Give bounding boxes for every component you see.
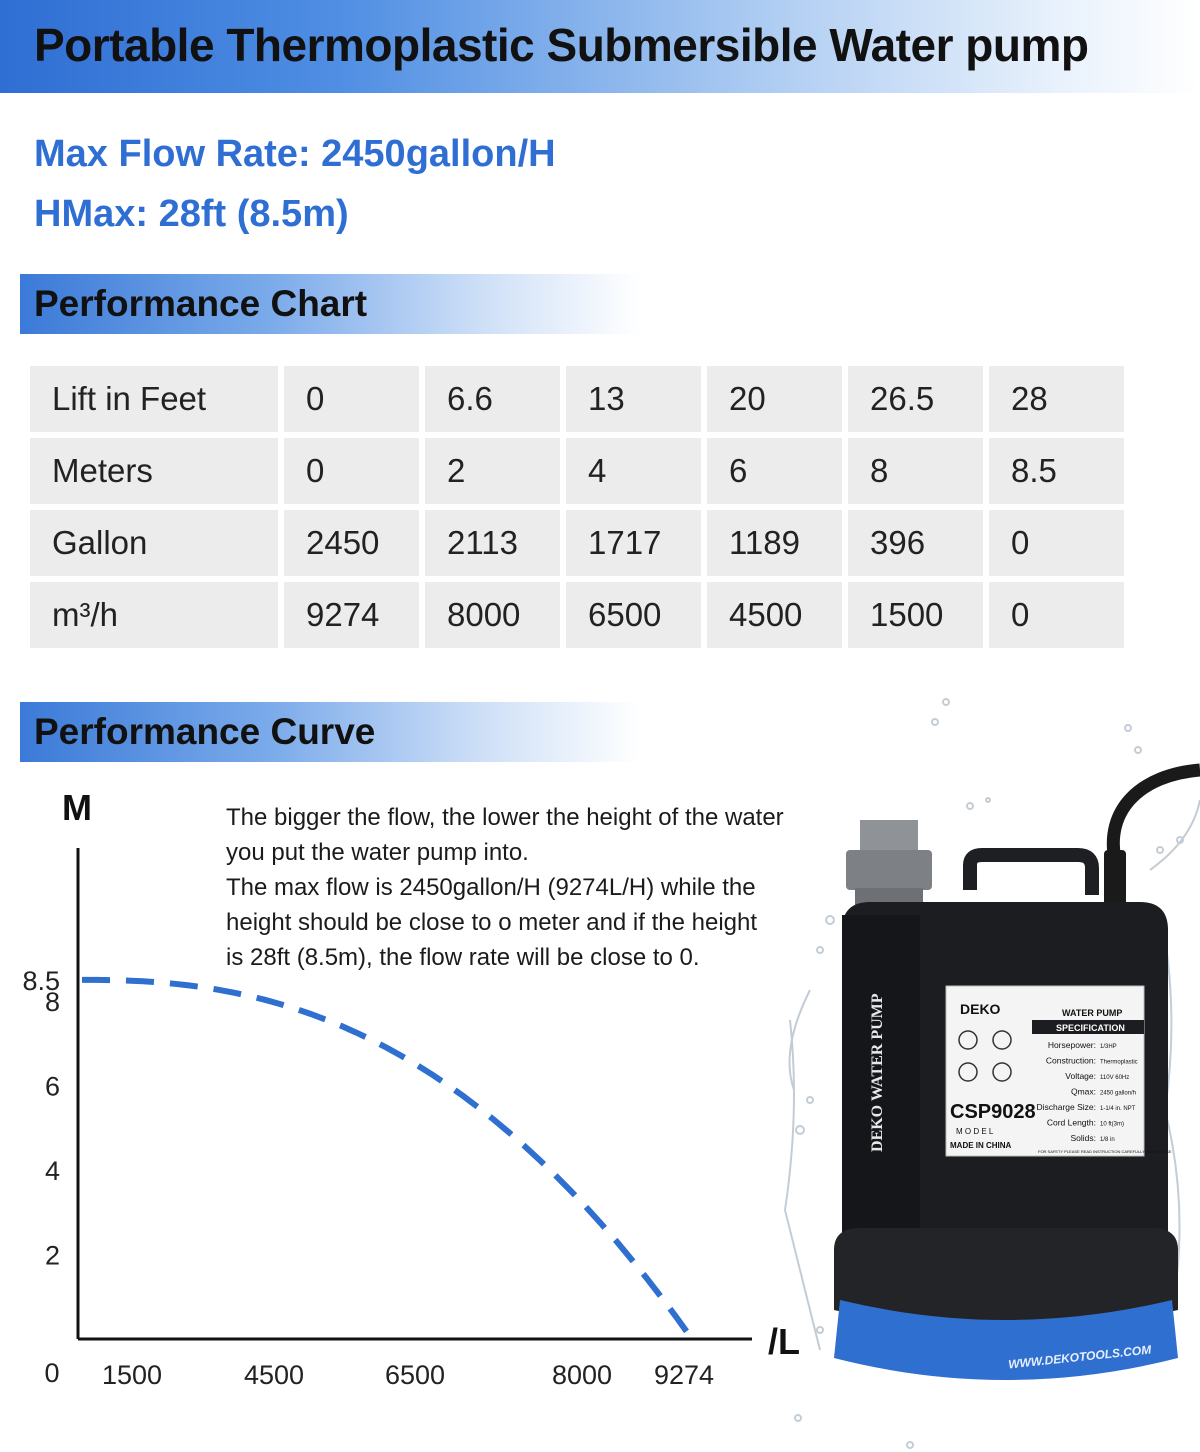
x-tick-label: 4500: [243, 1360, 305, 1390]
table-cell: 1500: [848, 582, 983, 648]
table-cell: Meters: [30, 438, 278, 504]
origin-label: MADE IN CHINA: [950, 1141, 1012, 1150]
performance-chart-heading-bar: [20, 274, 640, 334]
table-header-cell: 28: [989, 366, 1124, 432]
y-tick-label: 6: [44, 1071, 60, 1102]
table-cell: 1717: [566, 510, 701, 576]
pump-product-image: [760, 690, 1200, 1450]
plate-spec-value: 1/8 in: [1100, 1137, 1115, 1143]
table-cell: 396: [848, 510, 983, 576]
x-tick-labels: [102, 1360, 714, 1390]
table-cell: m³/h: [30, 582, 278, 648]
website-label: WWW.DEKOTOOLS.COM: [1007, 1342, 1152, 1372]
plate-spec-label: Horsepower:: [1047, 1040, 1096, 1050]
table-cell: 6500: [566, 582, 701, 648]
table-cell: 8.5: [989, 438, 1124, 504]
discharge-fitting-nut: [846, 850, 932, 890]
table-cell: 8: [848, 438, 983, 504]
plate-spec-label: Voltage:: [1065, 1071, 1096, 1081]
x-tick-label: 8000: [551, 1360, 613, 1390]
plate-spec-label: Qmax:: [1070, 1086, 1096, 1097]
performance-curve-heading: Performance Curve: [34, 711, 376, 752]
table-row: [30, 366, 1124, 432]
table-cell: 1189: [707, 510, 842, 576]
table-row: [30, 438, 1124, 504]
model-caption: M O D E L: [956, 1127, 994, 1136]
note-line: is 28ft (8.5m), the flow rate will be close to 0.: [226, 944, 700, 971]
x-tick-label: 6500: [384, 1360, 446, 1390]
table-header-cell: 26.5: [848, 366, 983, 432]
table-row: [30, 582, 1124, 648]
model-number: CSP9028: [950, 1101, 1036, 1123]
curve-explanation: [226, 800, 826, 975]
note-line: The max flow is 2450gallon/H (9274L/H) while the: [226, 874, 756, 901]
plate-spec-label: Solids:: [1070, 1133, 1096, 1143]
table-header-cell: 13: [566, 366, 701, 432]
power-cord: [1113, 770, 1200, 860]
table-cell: 4500: [707, 582, 842, 648]
origin-label: 0: [44, 1358, 60, 1388]
performance-curve-heading-bar: [20, 702, 640, 762]
table-cell: 9274: [284, 582, 419, 648]
plate-spec-value: 1-1/4 in. NPT: [1100, 1106, 1136, 1112]
table-cell: 2: [425, 438, 560, 504]
plate-spec-label: Cord Length:: [1046, 1117, 1096, 1128]
max-head: HMax: 28ft (8.5m): [34, 193, 349, 235]
table-header-cell: 0: [284, 366, 419, 432]
plate-spec-value: Thermoplastic: [1100, 1059, 1138, 1066]
table-cell: 6: [707, 438, 842, 504]
y-tick-label: 8.5: [22, 965, 60, 996]
table-cell: 2113: [425, 510, 560, 576]
plate-spec-label: Construction:: [1045, 1055, 1096, 1066]
plate-title: WATER PUMP: [1062, 1008, 1123, 1018]
brand-logo: DEKO: [960, 1001, 1001, 1017]
x-tick-label: 1500: [101, 1360, 163, 1390]
side-label: DEKO WATER PUMP: [869, 993, 886, 1152]
note-line: height should be close to o meter and if the height: [226, 909, 758, 936]
plate-spec-value: 2450 gallon/h: [1100, 1090, 1137, 1097]
flow-head-curve: [82, 980, 692, 1339]
warning-label: FOR SAFETY PLEASE READ INSTRUCTION CAREFULLY BEFORE USE: [1038, 1149, 1172, 1154]
x-axis-label: /L: [768, 1321, 800, 1362]
y-tick-labels: [22, 966, 60, 1271]
plate-spec-label: Discharge Size:: [1036, 1102, 1096, 1112]
table-header-cell: 20: [707, 366, 842, 432]
table-header-cell: 6.6: [425, 366, 560, 432]
page-title: Portable Thermoplastic Submersible Water pump: [34, 19, 1089, 71]
performance-table: [24, 360, 1130, 654]
x-tick-label: 9274: [653, 1360, 715, 1390]
table-cell: 0: [284, 438, 419, 504]
table-cell: 0: [989, 582, 1124, 648]
note-line: you put the water pump into.: [226, 839, 529, 866]
plate-subtitle: SPECIFICATION: [1056, 1023, 1125, 1033]
performance-chart-heading: Performance Chart: [34, 283, 368, 324]
table-cell: Gallon: [30, 510, 278, 576]
title-banner: [0, 0, 1200, 93]
table-cell: 2450: [284, 510, 419, 576]
table-cell: 8000: [425, 582, 560, 648]
y-axis-label: M: [62, 787, 92, 828]
y-tick-label: 4: [44, 1156, 60, 1186]
carry-handle: [970, 855, 1092, 895]
table-cell: 0: [989, 510, 1124, 576]
plate-spec-value: 10 ft(3m): [1100, 1121, 1125, 1128]
plate-spec-value: 110V 60Hz: [1100, 1075, 1130, 1081]
cord-strain-relief: [1104, 850, 1126, 910]
plate-spec-value: 1/3HP: [1100, 1044, 1117, 1050]
note-line: The bigger the flow, the lower the height of the water: [226, 804, 784, 831]
max-flow-rate: Max Flow Rate: 2450gallon/H: [34, 133, 556, 175]
y-tick-label: 8: [44, 987, 60, 1017]
y-tick-label: 2: [44, 1240, 60, 1271]
table-header-cell: Lift in Feet: [30, 366, 278, 432]
discharge-fitting-thread: [860, 820, 918, 852]
table-cell: 4: [566, 438, 701, 504]
table-row: [30, 510, 1124, 576]
spec-plate: [946, 986, 1172, 1156]
